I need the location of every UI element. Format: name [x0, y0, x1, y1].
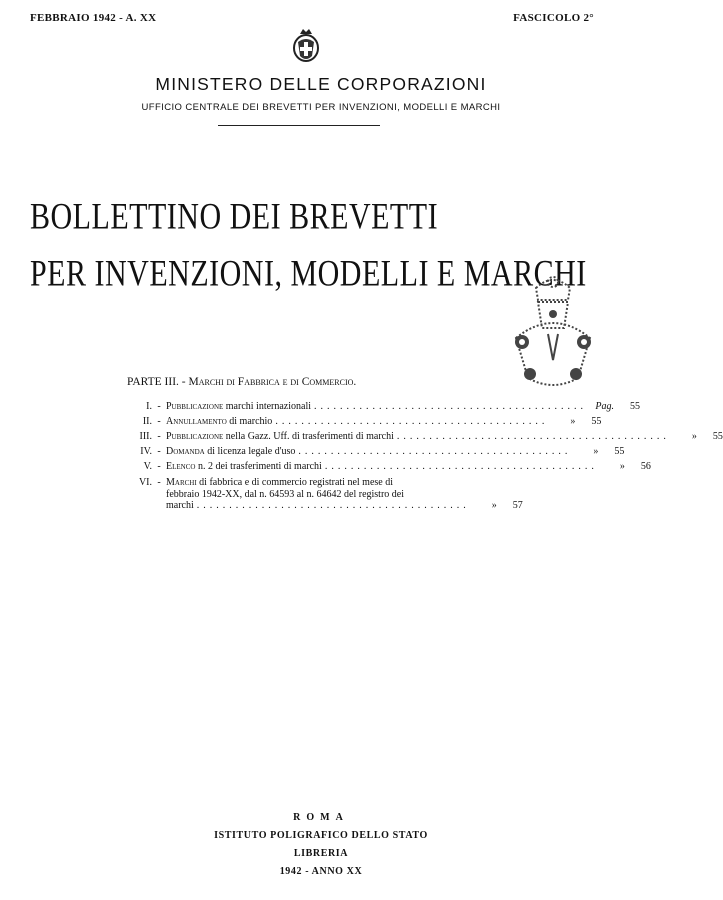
bulletin-title-line-2: PER INVENZIONI, MODELLI E MARCHI — [30, 253, 587, 295]
page-ref: » — [619, 461, 625, 472]
entry-number: V. — [143, 461, 152, 472]
page-ref: » — [570, 416, 576, 427]
entry-head: Domanda — [166, 446, 205, 457]
entry-head: Elenco — [166, 461, 196, 472]
entry-head: Pubblicazione — [166, 401, 224, 412]
toc-entry: VI. - Marchi di fabbrica e di commercio registrati nel mese di febbraio 1942-XX, dal n. 64593 al n. 64642 del registro dei marchi .......................................... » 57 — [118, 477, 478, 512]
toc-entry: IV. - Domanda di licenza legale d'uso .......................................... » 55 — [118, 446, 478, 461]
imprint-city: ROMA — [293, 812, 349, 823]
entry-head: Annullamento — [166, 416, 227, 427]
part-prefix: PARTE III. - — [127, 376, 186, 388]
royal-emblem-icon — [286, 26, 326, 66]
page-number: 55 — [614, 446, 625, 457]
entry-number: IV. — [140, 446, 152, 457]
page-ref: » — [691, 431, 697, 442]
toc-entry: II. - Annullamento di marchio .......................................... » 55 — [118, 416, 478, 431]
issue-date: FEBBRAIO 1942 - A. XX — [30, 12, 157, 24]
toc-entry: III. - Pubblicazione nella Gazz. Uff. di trasferimenti di marchi .......................................... » 55 — [118, 431, 478, 446]
header-divider — [218, 125, 380, 126]
entry-text: n. 2 dei trasferimenti di marchi — [197, 461, 322, 472]
page-number: 55 — [591, 416, 602, 427]
page-number: 57 — [512, 500, 523, 511]
entry-text: di licenza legale d'uso — [207, 446, 296, 457]
entry-head: Pubblicazione — [166, 431, 224, 442]
ministry-name: MINISTERO DELLE CORPORAZIONI — [155, 74, 487, 94]
part-heading — [127, 376, 356, 388]
entry-text-line-3: marchi — [166, 500, 194, 511]
entry-text-line-1: di fabbrica e di commercio registrati nel mese di — [199, 477, 393, 488]
entry-number: II. — [142, 416, 152, 427]
toc-entry: V. - Elenco n. 2 dei trasferimenti di marchi .......................................... » 56 — [118, 461, 478, 476]
bulletin-title-line-1: BOLLETTINO DEI BREVETTI — [30, 196, 439, 238]
imprint-publisher: ISTITUTO POLIGRAFICO DELLO STATO — [214, 830, 428, 841]
part-title: Marchi di Fabbrica e di Commercio. — [188, 376, 357, 388]
library-stamp-icon — [508, 268, 598, 390]
page-number: 55 — [712, 431, 723, 442]
entry-text: nella Gazz. Uff. di trasferimenti di marchi — [225, 431, 394, 442]
entry-number: I. — [146, 401, 152, 412]
page-number: 55 — [630, 401, 641, 412]
page-number: 56 — [640, 461, 651, 472]
imprint-shop: LIBRERIA — [293, 848, 349, 859]
office-name: UFFICIO CENTRALE DEI BREVETTI PER INVENZIONI, MODELLI E MARCHI — [141, 102, 501, 113]
entry-head: Marchi — [166, 477, 197, 488]
table-of-contents — [118, 401, 723, 512]
entry-text: marchi internazionali — [225, 401, 312, 412]
page-ref: » — [491, 500, 497, 511]
entry-text-line-2: febbraio 1942-XX, dal n. 64593 al n. 64642 del registro dei — [166, 488, 405, 500]
fascicle-number: FASCICOLO 2° — [513, 12, 594, 24]
entry-text: di marchio — [229, 416, 273, 427]
entry-number: VI. — [138, 477, 152, 488]
page-ref: » — [593, 446, 599, 457]
page-ref: Pag. — [595, 401, 615, 412]
entry-number: III. — [139, 431, 152, 442]
imprint-year: 1942 - ANNO XX — [279, 866, 363, 877]
toc-entry: I. - Pubblicazione marchi internazionali .......................................... Pag. 55 — [118, 401, 478, 416]
